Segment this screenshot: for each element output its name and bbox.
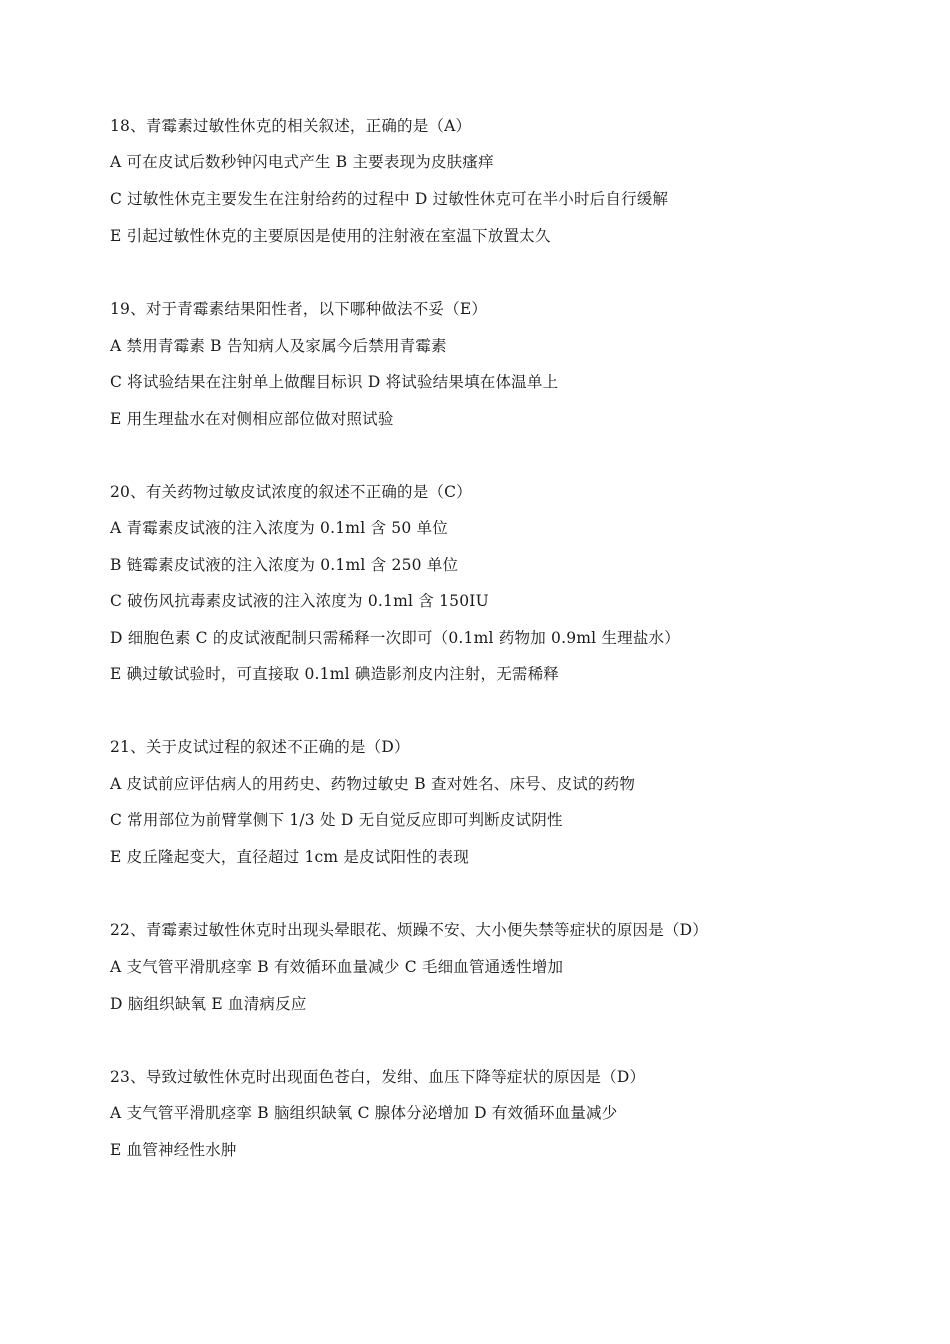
question-20-option-line-3: C 破伤风抗毒素皮试液的注入浓度为 0.1ml 含 150IU [110,592,489,610]
question-23-option-line-2: E 血管神经性水肿 [110,1141,237,1159]
question-18-stem: 18、青霉素过敏性休克的相关叙述，正确的是（A） [110,117,472,135]
question-20-option-line-2: B 链霉素皮试液的注入浓度为 0.1ml 含 250 单位 [110,556,459,574]
question-21-option-line-1: A 皮试前应评估病人的用药史、药物过敏史 B 查对姓名、床号、皮试的药物 [110,775,636,793]
question-22-option-line-1: A 支气管平滑肌痉挛 B 有效循环血量减少 C 毛细血管通透性增加 [110,958,564,976]
question-22-option-line-2: D 脑组织缺氧 E 血清病反应 [110,995,307,1013]
question-21-stem: 21、关于皮试过程的叙述不正确的是（D） [110,738,410,756]
question-19-option-line-2: C 将试验结果在注射单上做醒目标识 D 将试验结果填在体温单上 [110,373,559,391]
question-22-stem: 22、青霉素过敏性休克时出现头晕眼花、烦躁不安、大小便失禁等症状的原因是（D） [110,921,708,939]
question-23-option-line-1: A 支气管平滑肌痉挛 B 脑组织缺氧 C 腺体分泌增加 D 有效循环血量减少 [110,1104,618,1122]
question-19-stem: 19、对于青霉素结果阳性者，以下哪种做法不妥（E） [110,300,488,318]
question-19-option-line-3: E 用生理盐水在对侧相应部位做对照试验 [110,410,394,428]
question-20-option-line-4: D 细胞色素 C 的皮试液配制只需稀释一次即可（0.1ml 药物加 0.9ml 生理盐水） [110,629,680,647]
question-23-stem: 23、导致过敏性休克时出现面色苍白，发绀、血压下降等症状的原因是（D） [110,1068,646,1086]
question-20-option-line-5: E 碘过敏试验时，可直接取 0.1ml 碘造影剂皮内注射，无需稀释 [110,665,560,683]
question-21-option-line-2: C 常用部位为前臂掌侧下 1/3 处 D 无自觉反应即可判断皮试阴性 [110,811,563,829]
question-18-option-line-2: C 过敏性休克主要发生在注射给药的过程中 D 过敏性休克可在半小时后自行缓解 [110,190,669,208]
question-19-option-line-1: A 禁用青霉素 B 告知病人及家属今后禁用青霉素 [110,337,447,355]
question-18-option-line-1: A 可在皮试后数秒钟闪电式产生 B 主要表现为皮肤瘙痒 [110,153,494,171]
question-20-stem: 20、有关药物过敏皮试浓度的叙述不正确的是（C） [110,483,472,501]
question-18-option-line-3: E 引起过敏性休克的主要原因是使用的注射液在室温下放置太久 [110,227,551,245]
question-20-option-line-1: A 青霉素皮试液的注入浓度为 0.1ml 含 50 单位 [110,519,448,537]
question-21-option-line-3: E 皮丘隆起变大，直径超过 1cm 是皮试阳性的表现 [110,848,470,866]
